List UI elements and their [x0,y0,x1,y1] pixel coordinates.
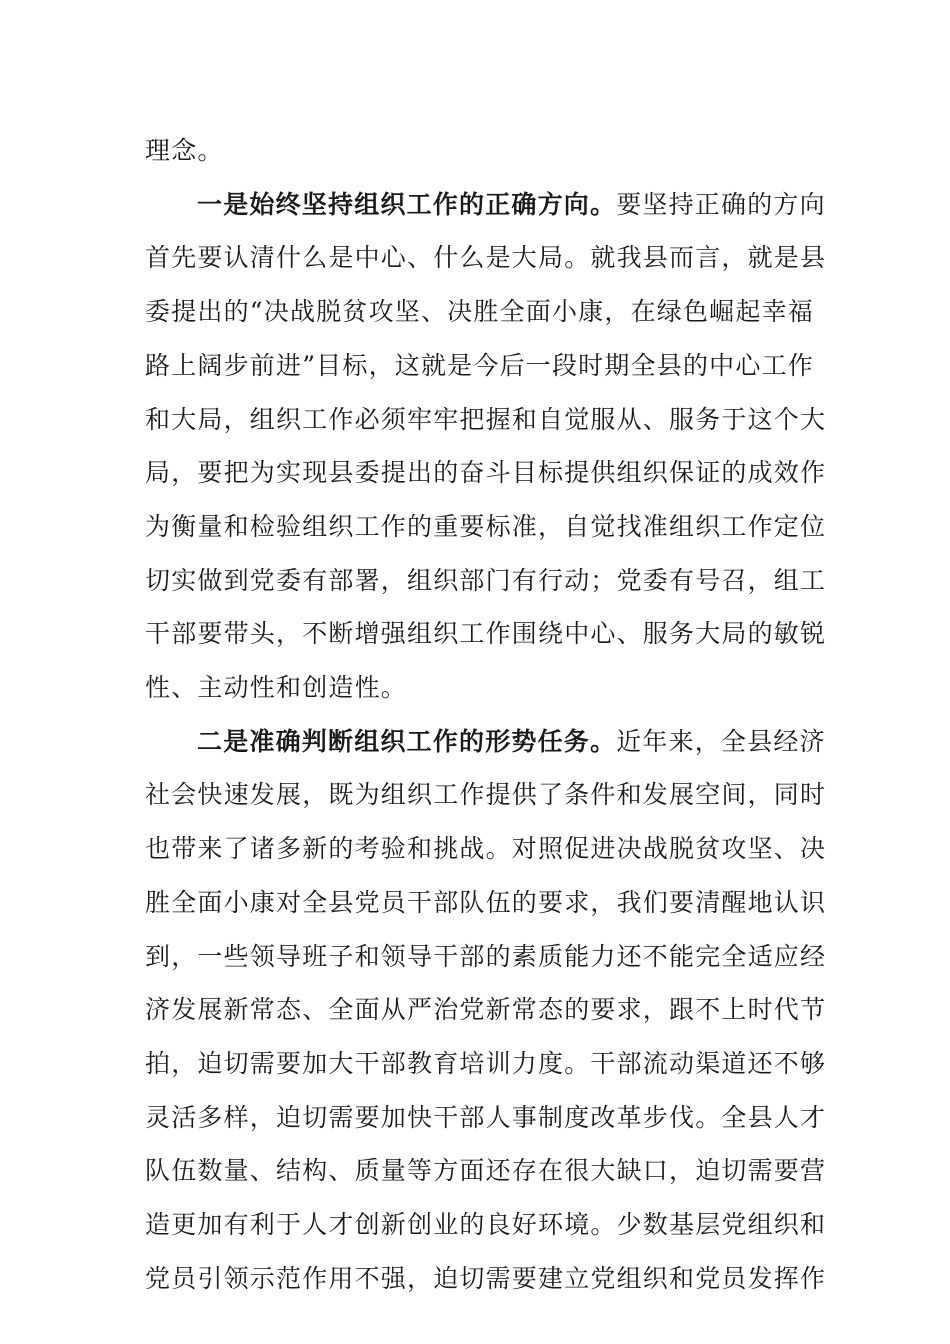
text-line: 切实做到党委有部署，组织部门有行动；党委有号召，组工 [145,565,827,595]
text-line: 社会快速发展，既为组织工作提供了条件和发展空间，同时 [145,780,827,810]
text-line: 局，要把为实现县委提出的奋斗目标提供组织保证的成效作 [145,458,827,488]
text-line: 胜全面小康对全县党员干部队伍的要求，我们要清醒地认识 [145,887,827,917]
paragraph-correct-direction [145,178,827,715]
text-line: 理念。 [145,136,224,165]
text-line [145,715,826,769]
text-line: 队伍数量、结构、质量等方面还存在很大缺口，迫切需要营 [145,1156,827,1186]
paragraph-continuation [145,124,807,178]
text-line: 济发展新常态、全面从严治党新常态的要求，跟不上时代节 [145,995,827,1025]
text-run: 要坚持正确的方向 [616,189,826,219]
text-line: 为衡量和检验组织工作的重要标准，自觉找准组织工作定位 [145,511,827,541]
text-line: 性、主动性和创造性。 [145,673,408,703]
text-line: 灵活多样，迫切需要加快干部人事制度改革步伐。全县人才 [145,1102,827,1132]
text-line: 干部要带头，不断增强组织工作围绕中心、服务大局的敏锐 [145,619,827,649]
text-line [145,178,826,232]
text-line: 委提出的“决战脱贫攻坚、决胜全面小康，在绿色崛起幸福 [145,297,814,327]
text-line: 党员引领示范作用不强，迫切需要建立党组织和党员发挥作 [145,1263,827,1293]
text-line: 和大局，组织工作必须牢牢把握和自觉服从、服务于这个大 [145,404,827,434]
text-run: 近年来，全县经济 [616,726,826,756]
text-line: 路上阔步前进”目标，这就是今后一段时期全县的中心工作 [145,350,814,380]
text-line: 拍，迫切需要加大干部教育培训力度。干部流动渠道还不够 [145,1048,827,1078]
text-line: 造更加有利于人才创新创业的良好环境。少数基层党组织和 [145,1210,827,1240]
paragraph-heading: 一是始终坚持组织工作的正确方向。 [197,189,617,219]
paragraph-heading: 二是准确判断组织工作的形势任务。 [197,726,617,756]
text-line: 也带来了诸多新的考验和挑战。对照促进决战脱贫攻坚、决 [145,834,827,864]
text-line: 到，一些领导班子和领导干部的素质能力还不能完全适应经 [145,941,827,971]
text-line: 首先要认清什么是中心、什么是大局。就我县而言，就是县 [145,243,827,273]
body-text [145,124,827,1305]
paragraph-situation-tasks [145,715,827,1306]
